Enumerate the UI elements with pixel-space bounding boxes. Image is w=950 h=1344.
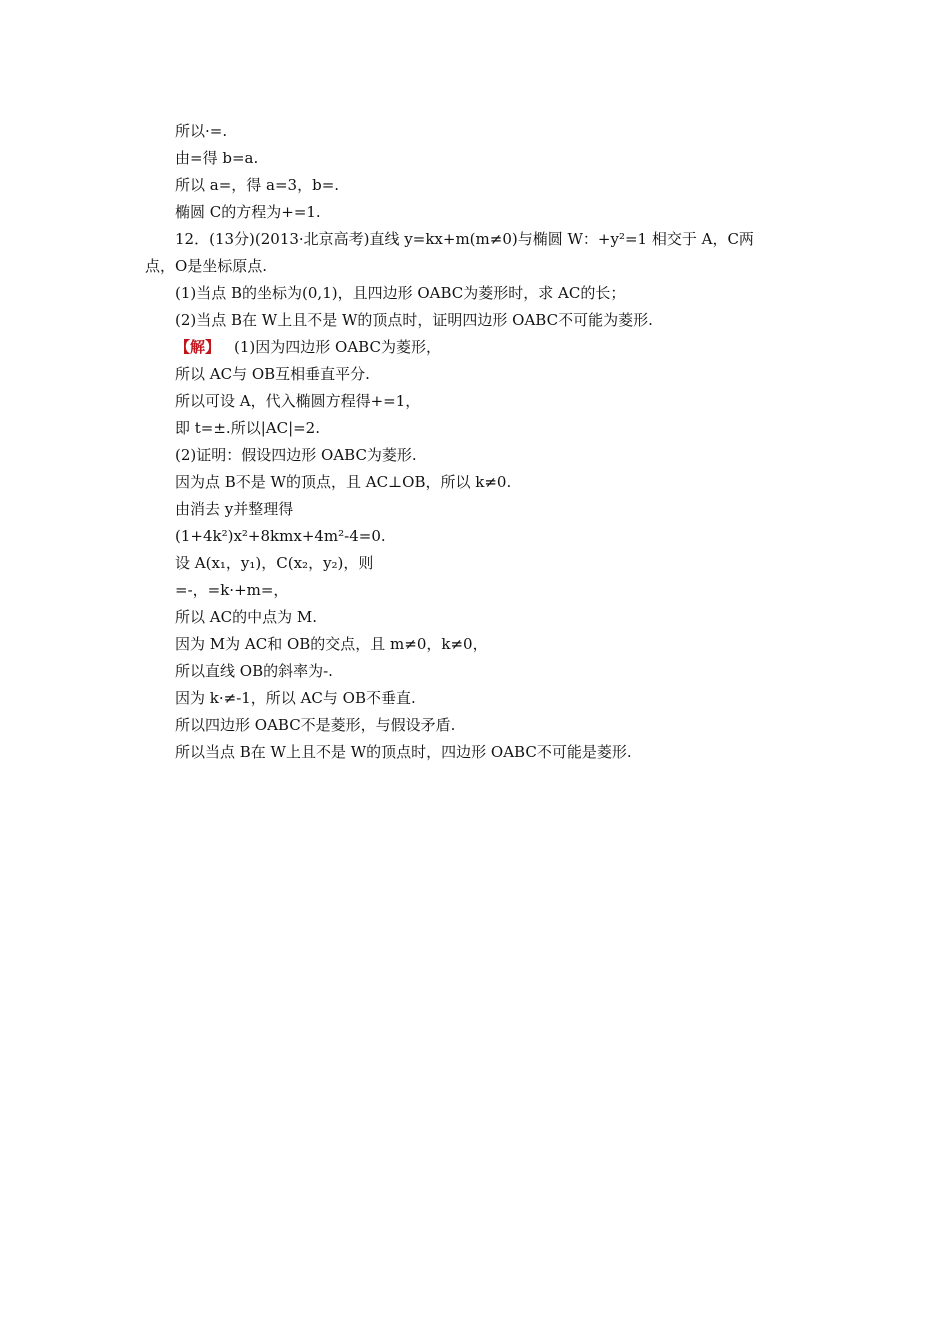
text-line [145,604,820,631]
line-text: 所以四边形 OABC不是菱形，与假设矛盾. [175,716,456,734]
text-line [145,523,820,550]
line-text: 所以当点 B在 W上且不是 W的顶点时，四边形 OABC不可能是菱形. [175,743,632,761]
line-text: 设 A(x₁，y₁)，C(x₂，y₂)，则 [175,554,374,572]
line-text: =-，=k·+m=， [175,581,289,599]
document-body [145,118,820,766]
line-text: 所以可设 A，代入椭圆方程得+=1， [175,392,421,410]
text-line [145,712,820,739]
line-text: (1)当点 B的坐标为(0,1)，且四边形 OABC为菱形时，求 AC的长； [175,284,626,302]
text-line [145,145,820,172]
text-line [145,226,820,253]
text-line [145,307,820,334]
text-line [145,685,820,712]
text-line [145,199,820,226]
text-line [145,172,820,199]
text-line [145,118,820,145]
text-line [145,577,820,604]
text-line [145,469,820,496]
text-line [145,334,820,361]
line-text: 所以 a=，得 a=3，b=. [175,176,340,194]
line-text: 椭圆 C的方程为+=1. [175,203,321,221]
line-text: 因为 k·≠-1，所以 AC与 OB不垂直. [175,689,416,707]
solution-tag: 【解】 [175,338,221,356]
text-line [145,415,820,442]
text-line [145,361,820,388]
line-text: (1+4k²)x²+8kmx+4m²-4=0. [175,527,386,545]
line-text: 即 t=±.所以|AC|=2. [175,419,320,437]
line-text: 所以 AC的中点为 M. [175,608,317,626]
text-line [145,658,820,685]
line-text: 由=得 b=a. [175,149,259,167]
text-line [145,496,820,523]
line-text: 所以 AC与 OB互相垂直平分. [175,365,370,383]
text-line [145,631,820,658]
text-line [145,253,820,280]
line-text: (2)证明：假设四边形 OABC为菱形. [175,446,417,464]
line-text: 由消去 y并整理得 [175,500,294,518]
line-text: 所以直线 OB的斜率为-. [175,662,333,680]
text-line [145,388,820,415]
line-text: 点，O是坐标原点. [145,257,268,275]
line-text: 所以·=. [175,122,228,140]
text-line [145,280,820,307]
text-line [145,739,820,766]
line-text: (1)因为四边形 OABC为菱形， [234,338,441,356]
line-text: 12．(13分)(2013·北京高考)直线 y=kx+m(m≠0)与椭圆 W：+y²=1 相交于 A，C两 [175,230,754,248]
text-line [145,442,820,469]
text-line [145,550,820,577]
line-text: 因为 M为 AC和 OB的交点，且 m≠0，k≠0， [175,635,488,653]
line-text: 因为点 B不是 W的顶点，且 AC⊥OB，所以 k≠0. [175,473,512,491]
line-text: (2)当点 B在 W上且不是 W的顶点时，证明四边形 OABC不可能为菱形. [175,311,653,329]
